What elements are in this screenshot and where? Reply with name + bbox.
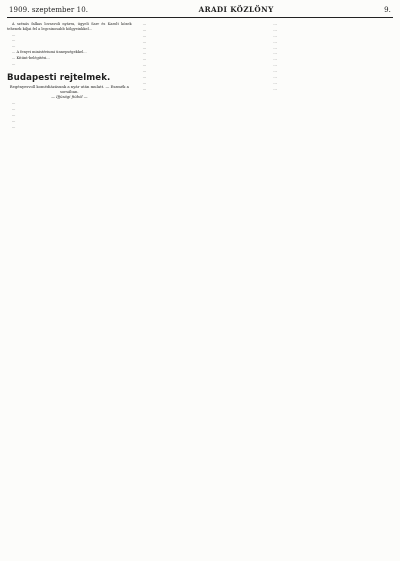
section-title: Budapesti rejtelmek.: [7, 72, 111, 83]
right-paragraph: ...: [273, 33, 277, 38]
right-paragraph: ...: [273, 75, 277, 80]
middle-paragraph: ...: [142, 27, 147, 32]
right-paragraph: ...: [273, 22, 277, 26]
left-top-paragraph: ... A fenyvi ministériumi ünnepségekkel...: [12, 50, 87, 55]
middle-paragraph: ...: [142, 39, 147, 44]
middle-paragraph: ...: [142, 45, 147, 50]
left-bottom-text: [7, 101, 132, 129]
section-author: — Ifjúsági fiúból —: [51, 94, 88, 100]
page-header: [7, 6, 393, 18]
middle-paragraph: ...: [142, 22, 147, 26]
left-top-paragraph: ...: [12, 62, 16, 67]
left-bottom-paragraph: ...: [12, 113, 16, 118]
masthead: ARADI KÖZLÖNY: [198, 5, 274, 14]
middle-paragraph: ...: [142, 33, 147, 38]
left-bottom-paragraph: ...: [12, 101, 16, 106]
right-paragraph: ...: [273, 86, 277, 91]
right-paragraph: ...: [273, 39, 277, 44]
left-top-text: [7, 22, 132, 67]
right-paragraph: ...: [273, 80, 277, 85]
column-right: [268, 22, 393, 558]
left-top-paragraph: ...: [12, 32, 16, 37]
column-left: [7, 22, 132, 558]
left-bottom-paragraph: ...: [12, 119, 16, 124]
left-top-paragraph: A szénás falkas lovasvoli nyárra, ügyeli Sarr és Karolt közek tehenek kiljai fel a legcsinosabb hölgyeinkkel...: [7, 22, 132, 31]
left-bottom-paragraph: ...: [12, 124, 16, 129]
section-subtitle: Regényesvoll komédiázásunk a nyár után mulatt. — Eszmék a sorsában.: [9, 83, 129, 94]
middle-paragraph: ...: [142, 69, 147, 74]
right-paragraph: ...: [273, 57, 277, 62]
right-paragraph: ...: [273, 27, 277, 32]
left-top-paragraph: ...: [12, 44, 16, 49]
middle-paragraph: ...: [142, 86, 147, 91]
middle-paragraph: ...: [142, 51, 147, 56]
middle-paragraph: ...: [142, 75, 147, 80]
middle-paragraph: ...: [142, 57, 147, 62]
right-paragraph: ...: [273, 69, 277, 74]
right-paragraph: ...: [273, 51, 277, 56]
column-middle: [138, 22, 263, 558]
left-bottom-paragraph: ...: [12, 107, 16, 112]
left-top-paragraph: ... Kitünt-belégitési...: [12, 56, 50, 61]
article-columns: [7, 22, 393, 558]
right-paragraph: ...: [273, 63, 277, 68]
issue-date: 1909. szeptember 10.: [9, 6, 89, 14]
middle-paragraph: ...: [142, 80, 147, 85]
page-number: 9.: [384, 6, 391, 14]
right-paragraph: ...: [273, 45, 277, 50]
left-top-paragraph: ...: [12, 38, 16, 43]
middle-paragraph: ...: [142, 63, 147, 68]
